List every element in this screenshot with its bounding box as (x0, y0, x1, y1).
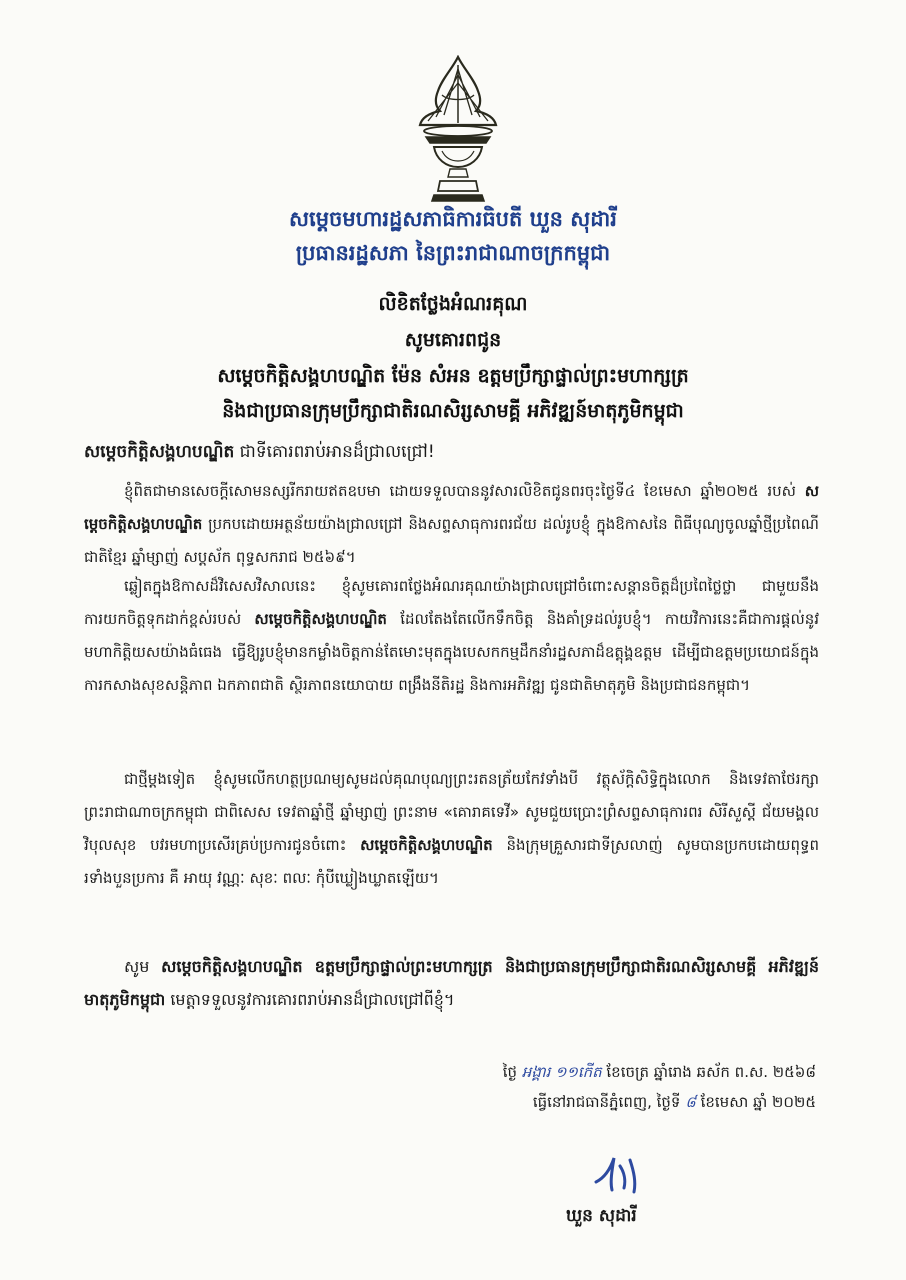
national-assembly-emblem-icon (412, 55, 504, 205)
paragraph-4-bold: សម្តេចកិត្តិសង្គហបណ្ឌិត ឧត្តមប្រឹក្សាផ្ទាល់ព្រះមហាក្សត្រ និងជាប្រធានក្រុមប្រឹក្សាជាតិរណសិរ្សសាមគ្គី អភិវឌ្ឍន៍មាតុភូមិកម្ពុជា (84, 957, 819, 1009)
paragraph-2-bold: សម្តេចកិត្តិសង្គហបណ្ឌិត (254, 610, 387, 628)
org-name-line2: ប្រធានរដ្ឋសភា នៃព្រះរាជាណាចក្រកម្ពុជា (295, 241, 611, 265)
paragraph-3 (84, 763, 819, 895)
salutation-rest: ជាទីគោរពរាប់អានដ៏ជ្រាលជ្រៅ! (234, 442, 435, 462)
place-date-suffix: ខែមេសា ឆ្នាំ ២០២៥ (695, 1093, 816, 1111)
paragraph-2-text-a: ឆ្លៀតក្នុងឱកាសដ៏វិសេសវិសាលនេះ ខ្ញុំសូមគោរពថ្លែងអំណរគុណយ៉ាងជ្រាលជ្រៅចំពោះសន្តានចិត្តដ៏ប្រពៃថ្លៃថ្លា ជាមួយនឹងការយកចិត្តទុកដាក់ខ្ពស់របស់ (84, 577, 819, 628)
place-date-day-handwritten: ៨ (685, 1093, 696, 1111)
letter-addressee-name: សម្តេចកិត្តិសង្គហបណ្ឌិត ម៉ែន សំអន ឧត្តមប្រឹក្សាផ្ទាល់ព្រះមហាក្សត្រ (217, 365, 689, 387)
lunar-date-suffix: ខែចេត្រ ឆ្នាំរោង ឆស័ក ព.ស. ២៥៦៨ (601, 1063, 816, 1081)
letter-addressee-role: និងជាប្រធានក្រុមប្រឹក្សាជាតិរណសិរ្សសាមគ្គី អភិវឌ្ឍន៍មាតុភូមិកម្ពុជា (222, 400, 684, 422)
paragraph-1-text-b: ប្រកបដោយអត្ថន័យយ៉ាងជ្រាលជ្រៅ និងសព្ទសាធុការពរជ័យ ដល់រូបខ្ញុំ ក្នុងឱកាសនៃ ពិធីបុណ្យចូលឆ្នាំថ្មីប្រពៃណីជាតិខ្មែរ ឆ្នាំម្សាញ់ សប្តស័ក ពុទ្ធសករាជ ២៥៦៩។ (84, 515, 819, 566)
lunar-date-handwritten: អង្គារ ១១កើត (521, 1063, 602, 1081)
letter-title: លិខិតថ្លែងអំណរគុណ (378, 293, 528, 315)
paragraph-1-bold: សម្តេចកិត្តិសង្គហបណ្ឌិត (84, 482, 819, 533)
letter-addressee-intro: សូមគោរពជូន (404, 329, 502, 351)
org-name-line1: សម្តេចមហារដ្ឋសភាធិការធិបតី ឃួន សុដារី (289, 207, 617, 231)
paragraph-4 (84, 950, 819, 1016)
place-date-prefix: ធ្វើនៅរាជធានីភ្នំពេញ, ថ្ងៃទី (532, 1093, 686, 1111)
lunar-date-line (503, 1063, 816, 1085)
paragraph-4-text-a: សូម (124, 957, 162, 976)
lunar-date-prefix: ថ្ងៃ (502, 1063, 522, 1081)
salutation (84, 441, 435, 466)
paragraph-3-text-b: និងក្រុមគ្រួសារជាទីស្រលាញ់ សូមបានប្រកបដោយពុទ្ធពរទាំងបួនប្រការ គឺ អាយុ វណ្ណៈ សុខៈ ពលៈ កុំបីឃ្លៀងឃ្លាតឡើយ។ (84, 836, 820, 887)
paragraph-3-bold: សម្តេចកិត្តិសង្គហបណ្ឌិត (360, 836, 493, 854)
paragraph-1-text-a: ខ្ញុំពិតជាមានសេចក្តីសោមនស្សរីករាយឥតឧបមា ដោយទទួលបាននូវសារលិខិតជូនពរចុះថ្ងៃទី៤ ខែមេសា ឆ្នាំ២០២៥ របស់ (124, 482, 805, 500)
salutation-name: សម្តេចកិត្តិសង្គហបណ្ឌិត (84, 442, 235, 462)
handwritten-signature-icon (590, 1152, 650, 1194)
paragraph-4-text-b: មេត្តាទទួលនូវការគោរពរាប់អានដ៏ជ្រាលជ្រៅពីខ្ញុំ។ (165, 990, 455, 1009)
paragraph-3-text-a: ជាថ្មីម្តងទៀត ខ្ញុំសូមលើកហត្ថប្រណម្យសូមដល់គុណបុណ្យព្រះរតនត្រ័យកែវទាំងបី វត្ថុស័ក្តិសិទ្ធិក្នុងលោក និងទេវតាថែរក្សាព្រះរាជាណាចក្រកម្ពុជា ជាពិសេស ទេវតាឆ្នាំថ្មី ឆ្នាំម្សាញ់ ព្រះនាម «គោរាគទេវី» សូមជួយប្រោះព្រំសព្ទសាធុការពរ សិរីសួស្តី ជ័យមង្គល វិបុលសុខ បវរមហាប្រសើរគ្រប់ប្រការជូនចំពោះ (84, 770, 819, 854)
place-date-line (533, 1093, 816, 1115)
paragraph-2 (84, 570, 819, 702)
paragraph-1 (84, 475, 819, 574)
signer-name: ឃួន សុដារី (566, 1206, 637, 1226)
paragraph-2-text-b: ដែលតែងតែលើកទឹកចិត្ត និងគាំទ្រដល់រូបខ្ញុំ។ កាយវិការនេះគឺជាការផ្តល់នូវមហាកិត្តិយសយ៉ាងធំធេង ធ្វើឱ្យរូបខ្ញុំមានកម្លាំងចិត្តកាន់តែមោះមុតក្នុងបេសកកម្មដឹកនាំរដ្ឋសភាដ៏ឧត្តុង្គឧត្តម ដើម្បីជាឧត្តមប្រយោជន៍ក្នុងការកសាងសុខសន្តិភាព ឯកភាពជាតិ ស្ថិរភាពនយោបាយ ពង្រឹងនីតិរដ្ឋ និងការអភិវឌ្ឍ ជូនជាតិមាតុភូមិ និងប្រជាជនកម្ពុជា។ (84, 610, 820, 694)
